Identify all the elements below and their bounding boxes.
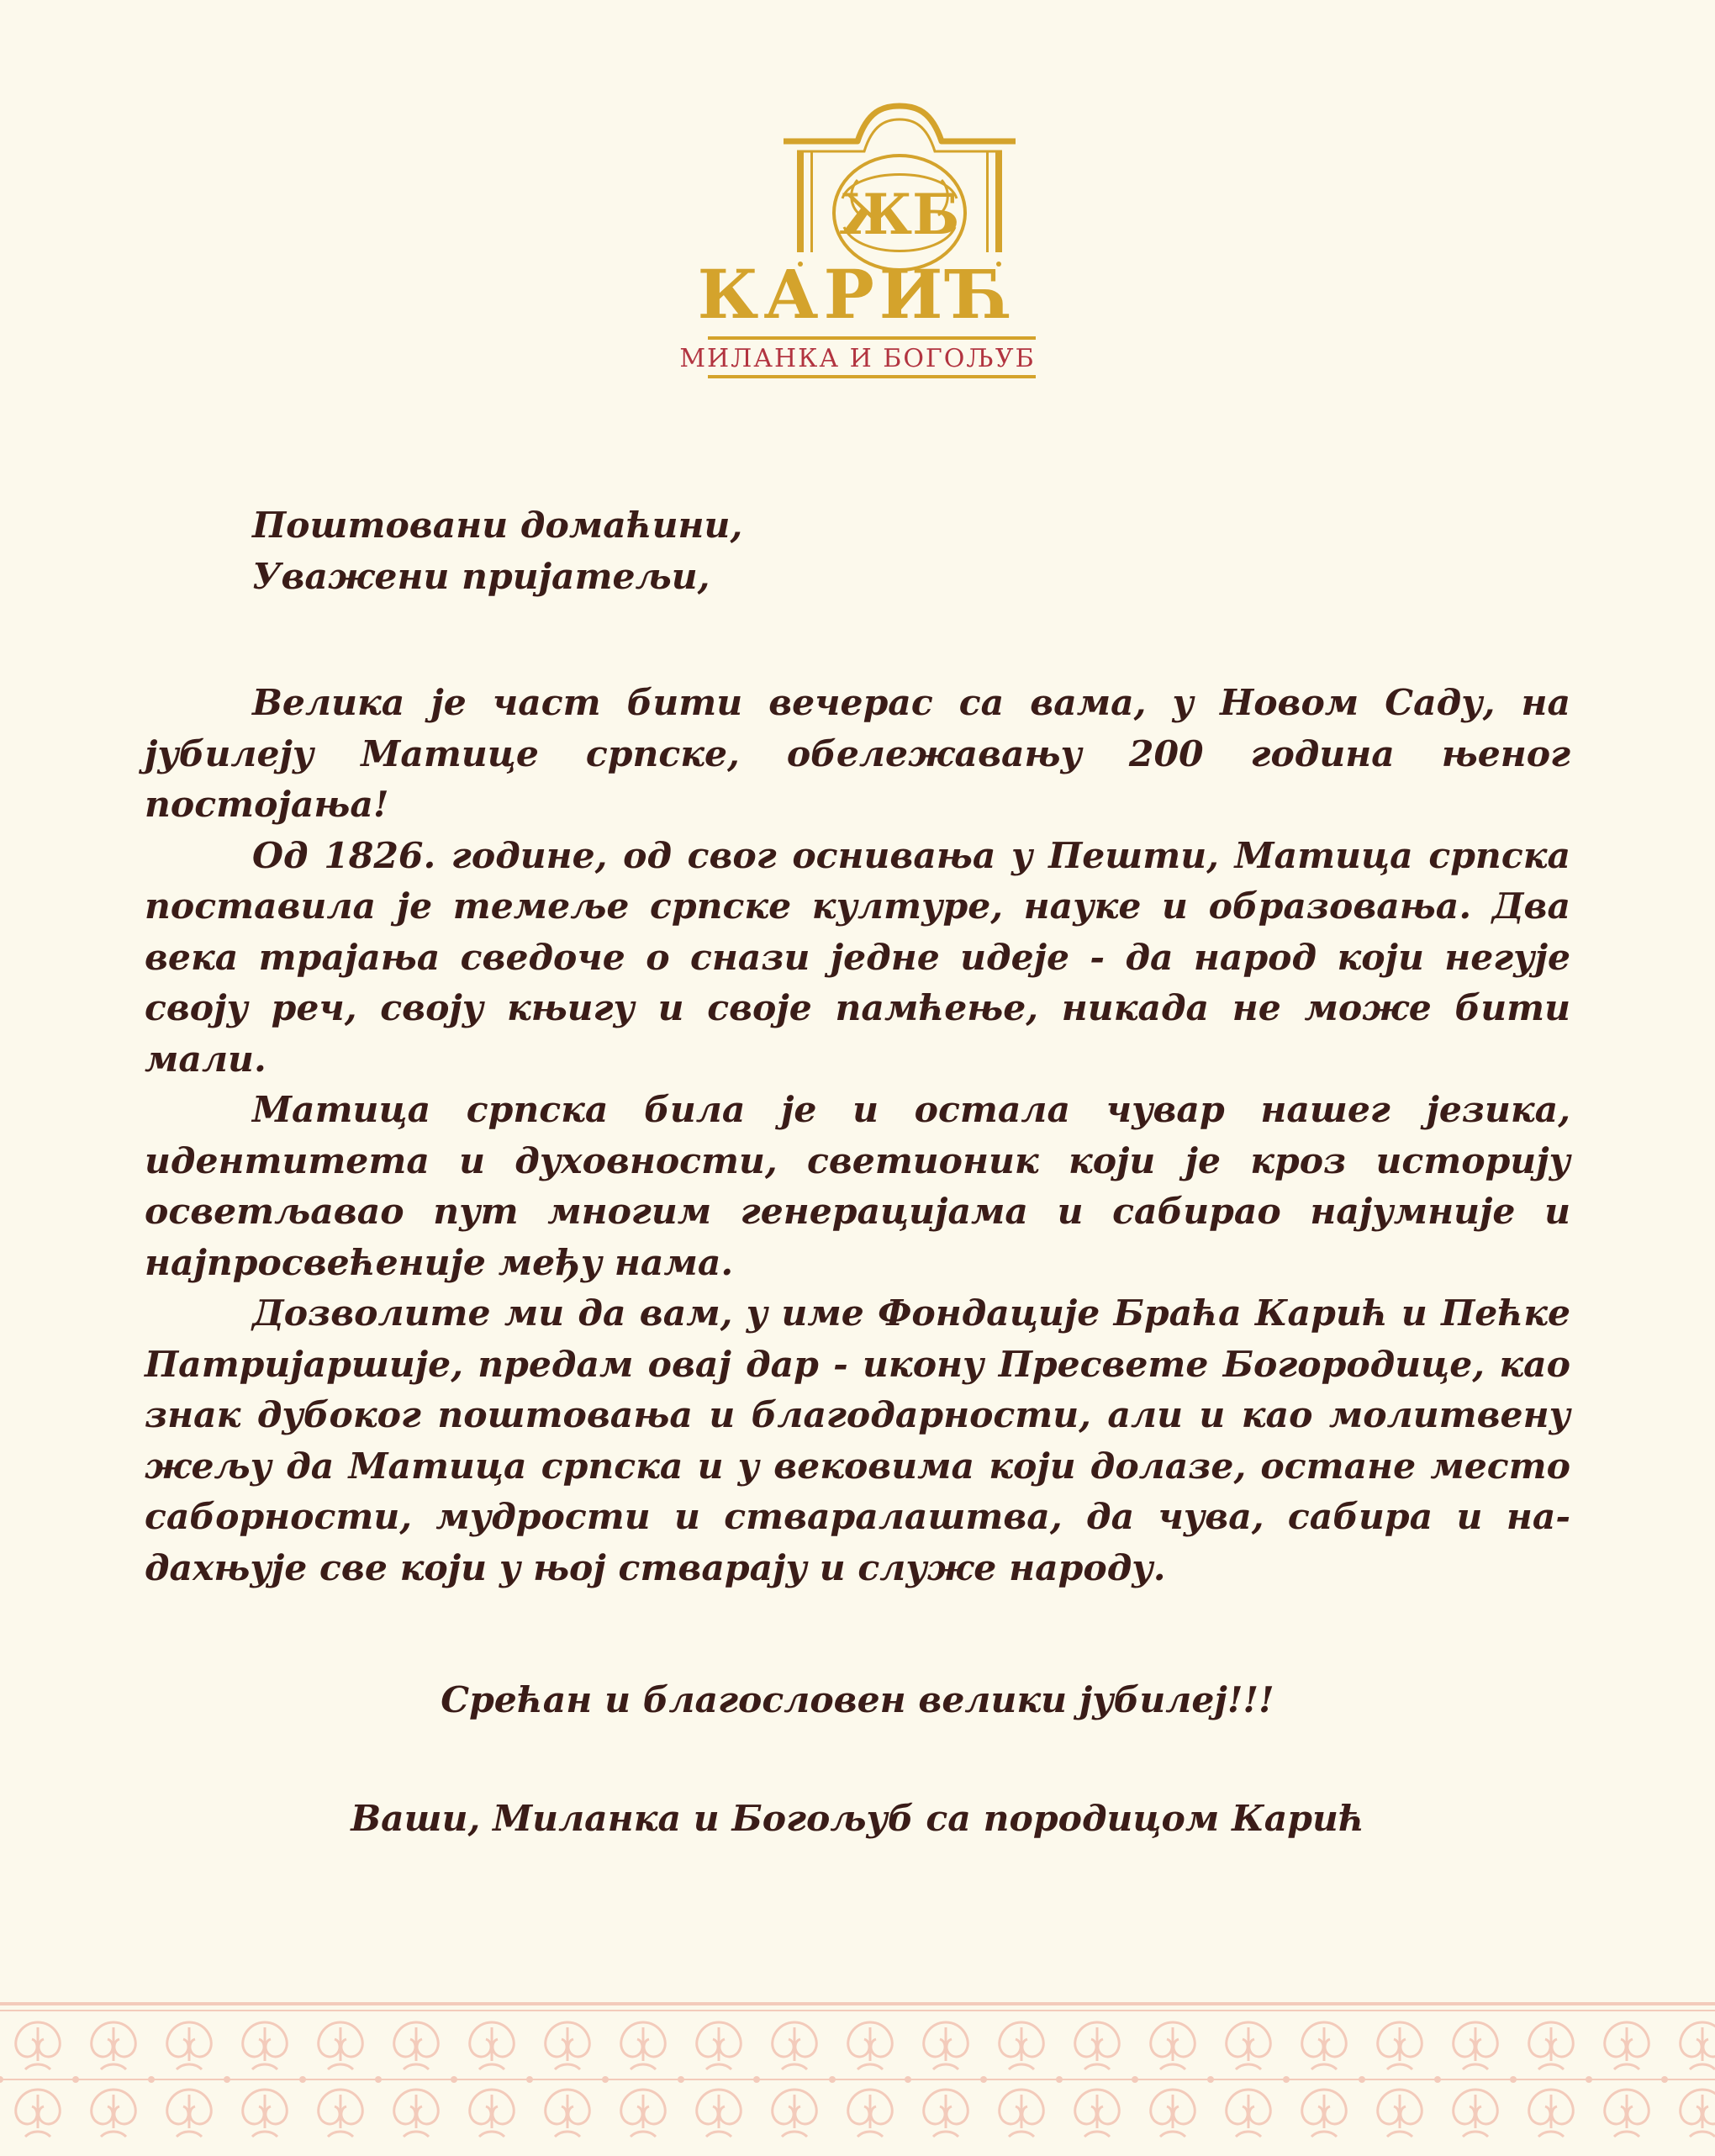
brand-subtitle: МИЛАНКА И БОГОЉУБ — [679, 344, 1036, 373]
paragraph: Од 1826. године, од свог оснивања у Пешти, Матица српска поставила је темеље српске културе, науке и образовања. Два века трајања сведоче о снази једне идеје - да народ који негује своју реч, своју књигу и своје памћење, никада не може бити мали. — [145, 834, 1570, 1081]
paragraph: Матица српска била је и остала чувар нашег језика, идентитета и духовности, светионик који је кроз историју осветљавао пут многим генерацијама и сабирао најумније и најпросвећеније међу нама. — [145, 1089, 1570, 1284]
logo-emblem-icon — [773, 99, 1026, 280]
letter-body — [145, 500, 1570, 1844]
salutation-line: Уважени пријатељи, — [252, 555, 710, 598]
closing-line: Срећан и благословен велики јубилеј!!! — [441, 1679, 1274, 1721]
brand-name: КАРИЋ — [697, 255, 1018, 334]
salutation — [252, 500, 1570, 602]
ornamental-border-icon — [0, 1997, 1715, 2153]
logo-divider-top — [708, 336, 1036, 340]
paragraph: Дозволите ми да вам, у име Фондације Браћа Карић и Пећке Патријаршије, предам овај дар - икону Пресвете Богородице, као знак дубоког поштовања и благодарности, али и као молитвену жељу да Матица српска и у вековима који долазе, остане место саборности, мудрости и стваралаштва, да чува, сабира и надахњује све који у њој стварају и служе народу. — [145, 1292, 1570, 1589]
monogram-letters: ЖБ — [839, 182, 960, 247]
logo-divider-bottom — [708, 375, 1036, 378]
paragraph: Велика је част бити вечерас са вама, у Новом Саду, на јубилеју Матице српске, обележавању 200 година њеног постојања! — [145, 682, 1570, 826]
signature: Ваши, Миланка и Богољуб са породицом Карић — [351, 1797, 1364, 1840]
salutation-line: Поштовани домаћини, — [252, 505, 743, 547]
